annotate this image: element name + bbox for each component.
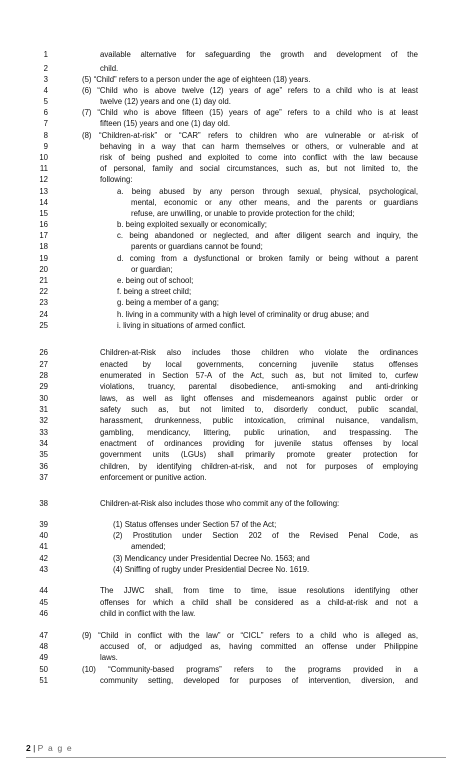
text-line bbox=[0, 107, 474, 118]
text-line bbox=[0, 297, 474, 308]
line-number: 21 bbox=[39, 276, 48, 285]
text-line bbox=[0, 393, 474, 404]
text-line bbox=[0, 449, 474, 460]
line-text: enactment of ordinances providing for juvenile status offenses by local bbox=[100, 439, 418, 448]
text-line bbox=[0, 286, 474, 297]
line-text: (1) Status offenses under Section 57 of the Act; bbox=[113, 520, 277, 529]
text-line bbox=[0, 275, 474, 286]
text-line bbox=[0, 253, 474, 264]
page-number: 2 bbox=[26, 743, 31, 753]
line-text: fifteen (15) years and one (1) day old. bbox=[100, 119, 231, 128]
page-label: P a g e bbox=[37, 743, 73, 753]
text-line bbox=[0, 370, 474, 381]
line-number: 12 bbox=[39, 175, 48, 184]
line-number: 19 bbox=[39, 254, 48, 263]
line-number: 17 bbox=[39, 231, 48, 240]
line-number: 50 bbox=[39, 665, 48, 674]
text-line bbox=[0, 498, 474, 509]
line-text: g. being a member of a gang; bbox=[117, 298, 219, 307]
text-line bbox=[0, 630, 474, 641]
text-line bbox=[0, 541, 474, 552]
line-number: 22 bbox=[39, 287, 48, 296]
line-text: (8) “Children-at-risk” or “CAR” refers to children who are vulnerable or at-risk of bbox=[82, 131, 418, 140]
line-text: of personal, family and social circumstances, such as, but not limited to, the bbox=[100, 164, 418, 173]
text-line bbox=[0, 241, 474, 252]
line-text: following: bbox=[100, 175, 133, 184]
line-text: h. living in a community with a high level of criminality or drug abuse; and bbox=[117, 310, 369, 319]
text-line bbox=[0, 427, 474, 438]
line-text: amended; bbox=[131, 542, 166, 551]
line-number: 5 bbox=[43, 97, 48, 106]
line-text: (2) Prostitution under Section 202 of the Revised Penal Code, as bbox=[113, 531, 418, 540]
text-line bbox=[0, 49, 474, 60]
text-line bbox=[0, 219, 474, 230]
line-text: or guardian; bbox=[131, 265, 173, 274]
line-text: community setting, developed for purposes of intervention, diversion, and bbox=[100, 676, 418, 685]
line-number: 8 bbox=[43, 131, 48, 140]
text-line bbox=[0, 381, 474, 392]
line-text: children, by identifying children-at-risk, and not for purposes of employing bbox=[100, 462, 418, 471]
text-line bbox=[0, 186, 474, 197]
line-number: 34 bbox=[39, 439, 48, 448]
text-line bbox=[0, 359, 474, 370]
line-text: behaving in a way that can harm themselves or others, or vulnerable and at bbox=[100, 142, 418, 151]
text-line bbox=[0, 652, 474, 663]
line-text: offenses for which a child shall be considered as a child-at-risk and not a bbox=[100, 598, 418, 607]
text-line bbox=[0, 174, 474, 185]
line-number: 30 bbox=[39, 394, 48, 403]
line-number: 6 bbox=[43, 108, 48, 117]
line-number: 28 bbox=[39, 371, 48, 380]
text-line bbox=[0, 675, 474, 686]
line-text: risk of being pushed and exploited to come into conflict with the law because bbox=[100, 153, 418, 162]
line-number: 51 bbox=[39, 676, 48, 685]
line-number: 45 bbox=[39, 598, 48, 607]
line-text: parents or guardians cannot be found; bbox=[131, 242, 263, 251]
line-text: mental, economic or any other means, and the parents or guardians bbox=[131, 198, 418, 207]
text-line bbox=[0, 641, 474, 652]
line-number: 26 bbox=[39, 348, 48, 357]
line-text: government units (LGUs) shall primarily promote greater protection for bbox=[100, 450, 418, 459]
line-number: 35 bbox=[39, 450, 48, 459]
text-line bbox=[0, 347, 474, 358]
text-line bbox=[0, 608, 474, 619]
text-line bbox=[0, 664, 474, 675]
line-number: 7 bbox=[43, 119, 48, 128]
line-number: 10 bbox=[39, 153, 48, 162]
line-text: child in conflict with the law. bbox=[100, 609, 196, 618]
line-number: 4 bbox=[43, 86, 48, 95]
text-line bbox=[0, 309, 474, 320]
line-text: twelve (12) years and one (1) day old. bbox=[100, 97, 231, 106]
line-text: enforcement or punitive action. bbox=[100, 473, 207, 482]
line-number: 27 bbox=[39, 360, 48, 369]
line-text: The JJWC shall, from time to time, issue resolutions identifying other bbox=[100, 586, 418, 595]
line-text: b. being exploited sexually or economically; bbox=[117, 220, 267, 229]
text-line bbox=[0, 63, 474, 74]
line-number: 49 bbox=[39, 653, 48, 662]
text-line bbox=[0, 597, 474, 608]
line-number: 24 bbox=[39, 310, 48, 319]
text-line bbox=[0, 163, 474, 174]
line-number: 37 bbox=[39, 473, 48, 482]
line-text: laws. bbox=[100, 653, 118, 662]
line-number: 48 bbox=[39, 642, 48, 651]
line-text: laws, as well as light offenses and misdemeanors against public order or bbox=[100, 394, 418, 403]
text-line bbox=[0, 553, 474, 564]
line-text: available alternative for safeguarding the growth and development of the bbox=[100, 50, 418, 59]
line-text: Children-at-Risk also includes those children who violate the ordinances bbox=[100, 348, 418, 357]
line-number: 25 bbox=[39, 321, 48, 330]
line-number: 14 bbox=[39, 198, 48, 207]
line-number: 9 bbox=[43, 142, 48, 151]
text-line bbox=[0, 438, 474, 449]
line-text: f. being a street child; bbox=[117, 287, 192, 296]
text-line bbox=[0, 85, 474, 96]
line-text: accused of, or adjudged as, having committed an offense under Philippine bbox=[100, 642, 418, 651]
line-text: gambling, mendicancy, littering, public urination, and trespassing. The bbox=[100, 428, 418, 437]
text-line bbox=[0, 530, 474, 541]
line-number: 38 bbox=[39, 499, 48, 508]
line-number: 44 bbox=[39, 586, 48, 595]
line-number: 41 bbox=[39, 542, 48, 551]
line-number: 20 bbox=[39, 265, 48, 274]
line-text: harassment, drunkenness, public intoxication, criminal nuisance, vandalism, bbox=[100, 416, 418, 425]
line-number: 16 bbox=[39, 220, 48, 229]
line-number: 29 bbox=[39, 382, 48, 391]
text-line bbox=[0, 230, 474, 241]
page-footer bbox=[26, 743, 73, 753]
line-number: 2 bbox=[43, 64, 48, 73]
line-text: e. being out of school; bbox=[117, 276, 194, 285]
text-line bbox=[0, 564, 474, 575]
line-text: (4) Sniffing of rugby under Presidential Decree No. 1619. bbox=[113, 565, 310, 574]
line-number: 31 bbox=[39, 405, 48, 414]
text-line bbox=[0, 264, 474, 275]
line-text: c. being abandoned or neglected, and after diligent search and inquiry, the bbox=[117, 231, 418, 240]
line-number: 33 bbox=[39, 428, 48, 437]
line-number: 47 bbox=[39, 631, 48, 640]
footer-separator: | bbox=[30, 743, 38, 753]
line-text: safety such as, but not limited to, disorderly conduct, public scandal, bbox=[100, 405, 418, 414]
text-line bbox=[0, 96, 474, 107]
text-line bbox=[0, 472, 474, 483]
line-text: (3) Mendicancy under Presidential Decree No. 1563; and bbox=[113, 554, 310, 563]
line-text: enacted by local governments, concerning juvenile status offenses bbox=[100, 360, 418, 369]
line-text: (6) “Child who is above twelve (12) years of age” refers to a child who is at least bbox=[82, 86, 418, 95]
text-line bbox=[0, 461, 474, 472]
line-number: 46 bbox=[39, 609, 48, 618]
line-number: 39 bbox=[39, 520, 48, 529]
text-line bbox=[0, 519, 474, 530]
text-line bbox=[0, 152, 474, 163]
text-line bbox=[0, 208, 474, 219]
line-text: (7) “Child who is above fifteen (15) years of age” refers to a child who is at least bbox=[82, 108, 418, 117]
line-text: (9) “Child in conflict with the law” or “CICL” refers to a child who is alleged as, bbox=[82, 631, 418, 640]
text-line bbox=[0, 320, 474, 331]
line-text: (5) “Child” refers to a person under the age of eighteen (18) years. bbox=[82, 75, 311, 84]
text-line bbox=[0, 74, 474, 85]
line-number: 43 bbox=[39, 565, 48, 574]
line-number: 32 bbox=[39, 416, 48, 425]
line-number: 18 bbox=[39, 242, 48, 251]
text-line bbox=[0, 415, 474, 426]
line-number: 36 bbox=[39, 462, 48, 471]
line-number: 23 bbox=[39, 298, 48, 307]
line-number: 40 bbox=[39, 531, 48, 540]
footer-rule bbox=[26, 757, 446, 758]
line-text: Children-at-Risk also includes those who commit any of the following: bbox=[100, 499, 340, 508]
line-number: 42 bbox=[39, 554, 48, 563]
line-text: refuse, are unwilling, or unable to provide protection for the child; bbox=[131, 209, 355, 218]
line-text: violations, truancy, parental disobedience, anti-smoking and anti-drinking bbox=[100, 382, 418, 391]
line-number: 11 bbox=[39, 164, 48, 173]
line-text: d. coming from a dysfunctional or broken family or being without a parent bbox=[117, 254, 418, 263]
line-text: enumerated in Section 57-A of the Act, such as, but not limited to, curfew bbox=[100, 371, 418, 380]
line-text: a. being abused by any person through sexual, physical, psychological, bbox=[117, 187, 418, 196]
text-line bbox=[0, 141, 474, 152]
line-text: i. living in situations of armed conflict. bbox=[117, 321, 246, 330]
text-line bbox=[0, 404, 474, 415]
text-line bbox=[0, 130, 474, 141]
line-number: 15 bbox=[39, 209, 48, 218]
line-number: 3 bbox=[43, 75, 48, 84]
text-line bbox=[0, 197, 474, 208]
line-text: child. bbox=[100, 64, 119, 73]
line-number: 1 bbox=[43, 50, 48, 59]
text-line bbox=[0, 585, 474, 596]
text-line bbox=[0, 118, 474, 129]
line-text: (10) “Community-based programs” refers to the programs provided in a bbox=[82, 665, 418, 674]
line-number: 13 bbox=[39, 187, 48, 196]
